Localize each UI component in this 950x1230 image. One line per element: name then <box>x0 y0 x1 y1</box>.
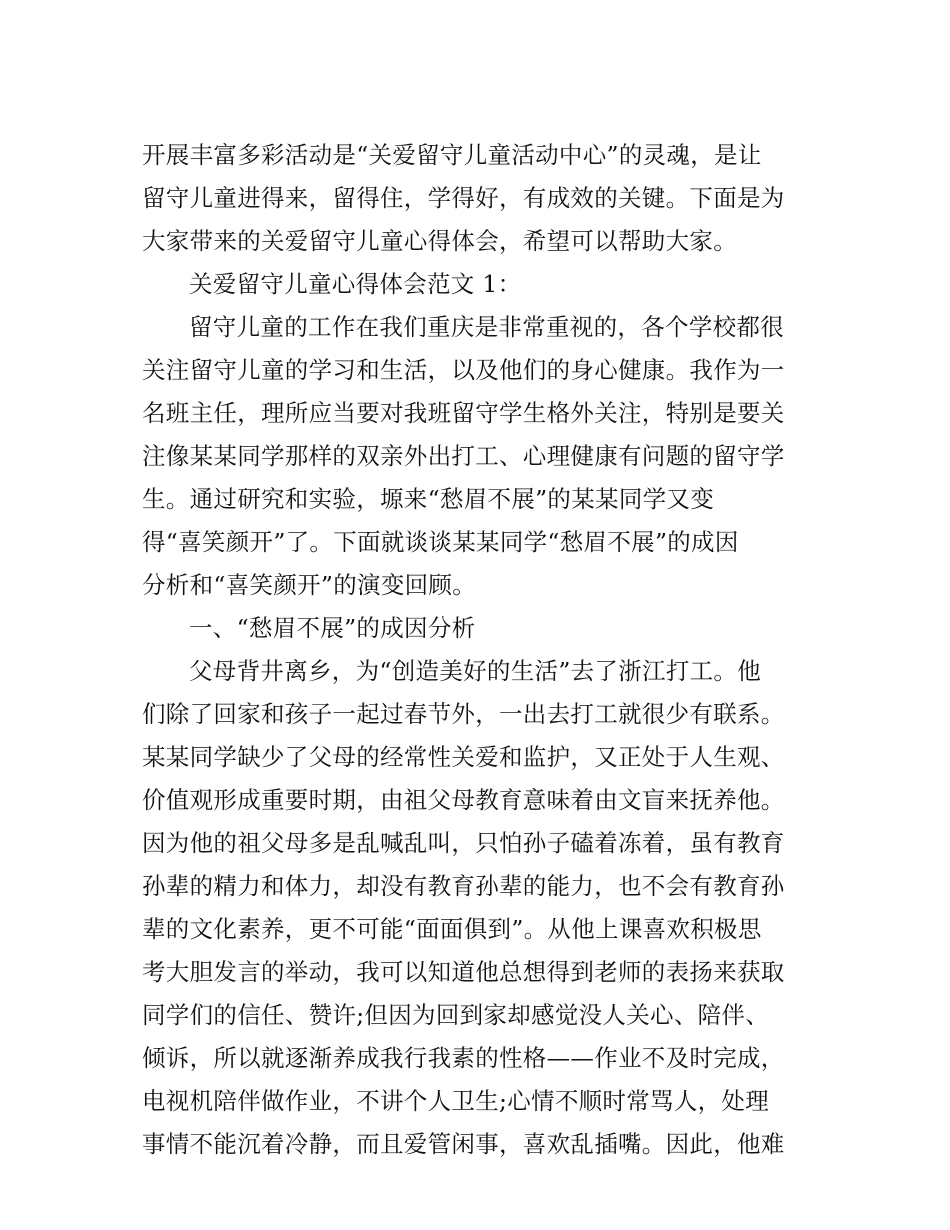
text-line: 们除了回家和孩子一起过春节外，一出去打工就很少有联系。 <box>142 700 785 728</box>
text-line: 开展丰富多彩活动是“关爱留守儿童活动中心”的灵魂，是让 <box>142 141 762 169</box>
text-line: 同学们的信任、赞许;但因为回到家却感觉没人关心、陪伴、 <box>142 1001 770 1029</box>
text-line: 价值观形成重要时期，由祖父母教育意味着由文盲来抚养他。 <box>142 786 785 814</box>
text-line: 事情不能沉着冷静，而且爱管闲事，喜欢乱插嘴。因此，他难 <box>142 1130 785 1158</box>
text-line: 辈的文化素养，更不可能“面面俱到”。从他上课喜欢积极思 <box>142 915 762 943</box>
body-paragraph-2 <box>142 650 812 1166</box>
text-line: 大家带来的关爱留守儿童心得体会，希望可以帮助大家。 <box>142 227 737 255</box>
body-paragraph-1 <box>142 306 812 607</box>
sample-heading <box>142 263 812 306</box>
text-line: 分析和“喜笑颜开”的演变回顾。 <box>142 571 477 599</box>
text-line: 孙辈的精力和体力，却没有教育孙辈的能力，也不会有教育孙 <box>142 872 785 900</box>
text-line: 得“喜笑颜开”了。下面就谈谈某某同学“愁眉不展”的成因 <box>142 528 739 556</box>
section-heading <box>142 607 812 650</box>
text-line: 考大胆发言的举动，我可以知道他总想得到老师的表扬来获取 <box>142 958 785 986</box>
text-line: 关注留守儿童的学习和生活，以及他们的身心健康。我作为一 <box>142 356 785 384</box>
document-page <box>142 134 812 1166</box>
text-line: 父母背井离乡，为“创造美好的生活”去了浙江打工。他 <box>189 657 762 685</box>
text-line: 倾诉，所以就逐渐养成我行我素的性格——作业不及时完成， <box>142 1044 785 1072</box>
text-line: 注像某某同学那样的双亲外出打工、心理健康有问题的留守学 <box>142 442 785 470</box>
text-line: 某某同学缺少了父母的经常性关爱和监护，又正处于人生观、 <box>142 743 785 771</box>
text-line: 留守儿童进得来，留得住，学得好，有成效的关键。下面是为 <box>142 184 785 212</box>
intro-paragraph <box>142 134 812 263</box>
text-line: 名班主任，理所应当要对我班留守学生格外关注，特别是要关 <box>142 399 785 427</box>
text-line: 生。通过研究和实验，塬来“愁眉不展”的某某同学又变 <box>142 485 715 513</box>
text-line: 电视机陪伴做作业，不讲个人卫生;心情不顺时常骂人，处理 <box>142 1087 770 1115</box>
text-line: 关爱留守儿童心得体会范文 1： <box>189 270 522 298</box>
text-line: 留守儿童的工作在我们重庆是非常重视的，各个学校都很 <box>189 313 784 341</box>
text-line: 一、“愁眉不展”的成因分析 <box>189 614 476 642</box>
text-line: 因为他的祖父母多是乱喊乱叫，只怕孙子磕着冻着，虽有教育 <box>142 829 785 857</box>
